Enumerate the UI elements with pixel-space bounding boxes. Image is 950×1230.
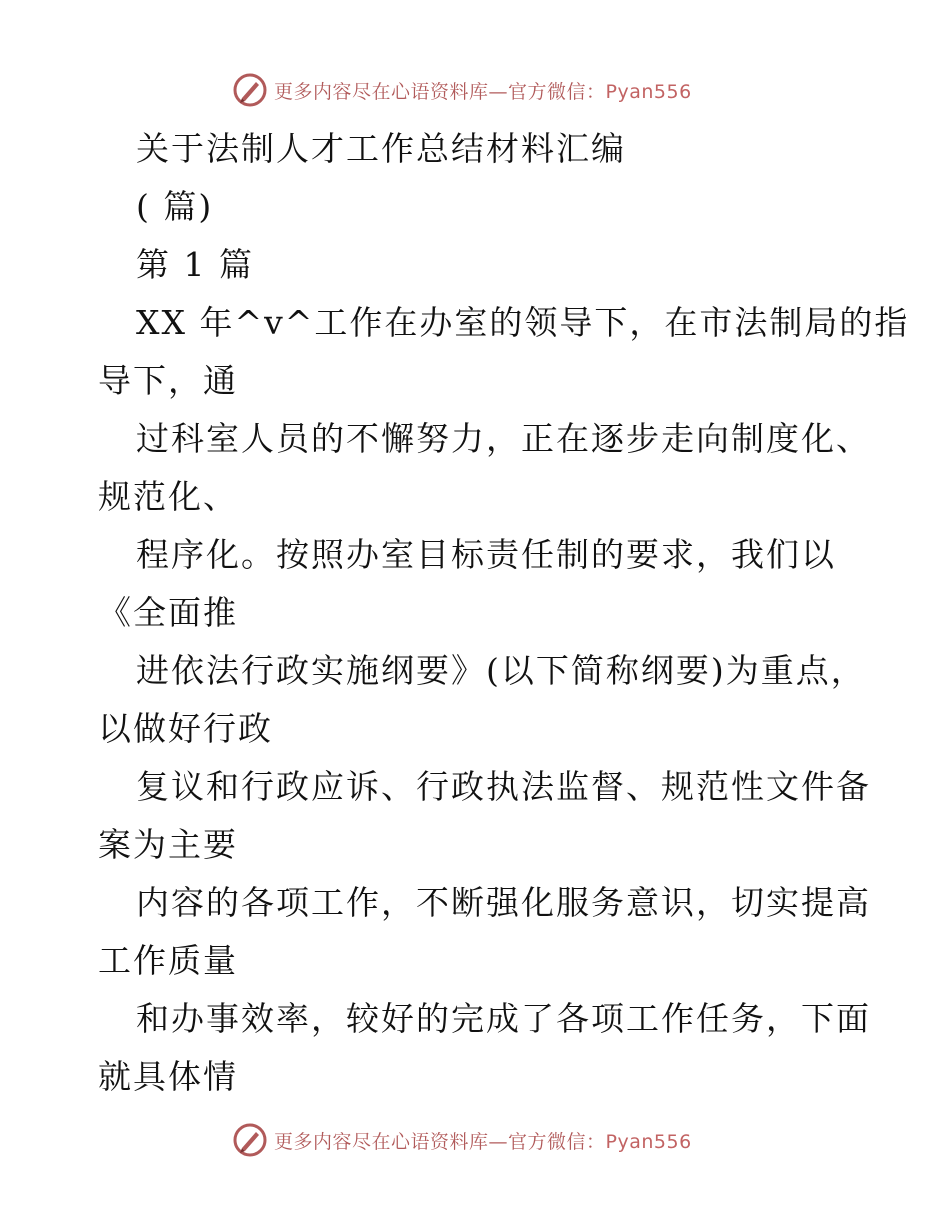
text-line: 工作质量: [98, 941, 238, 980]
text-line: 案为主要: [98, 825, 238, 864]
text-line: ( 篇): [136, 187, 214, 226]
text-line: 程序化。按照办室目标责任制的要求，我们以: [136, 535, 836, 574]
pen-logo-icon: [232, 1122, 268, 1158]
watermark-banner-bottom: [232, 1120, 752, 1160]
text-line: 以做好行政: [98, 709, 273, 748]
watermark-text: 更多内容尽在心语资料库—官方微信：Pyan556: [274, 80, 692, 103]
text-line: 和办事效率，较好的完成了各项工作任务，下面: [136, 999, 871, 1038]
text-line: 就具体情: [98, 1057, 238, 1096]
document-body: [98, 120, 910, 1106]
text-line: 导下，通: [98, 361, 238, 400]
text-line: 过科室人员的不懈努力，正在逐步走向制度化、: [136, 419, 871, 458]
text-line: 《全面推: [98, 593, 238, 632]
text-line: 关于法制人才工作总结材料汇编: [136, 129, 626, 168]
pen-logo-icon: [232, 72, 268, 108]
text-line: XX 年^v^工作在办室的领导下，在市法制局的指: [136, 303, 910, 342]
text-line: 规范化、: [98, 477, 238, 516]
watermark-text: 更多内容尽在心语资料库—官方微信：Pyan556: [274, 1130, 692, 1153]
text-line: 进依法行政实施纲要》(以下简称纲要)为重点，: [136, 651, 866, 690]
watermark-banner-top: [232, 70, 752, 110]
text-line: 复议和行政应诉、行政执法监督、规范性文件备: [136, 767, 871, 806]
text-line: 内容的各项工作，不断强化服务意识，切实提高: [136, 883, 871, 922]
text-line: 第 1 篇: [136, 245, 254, 284]
